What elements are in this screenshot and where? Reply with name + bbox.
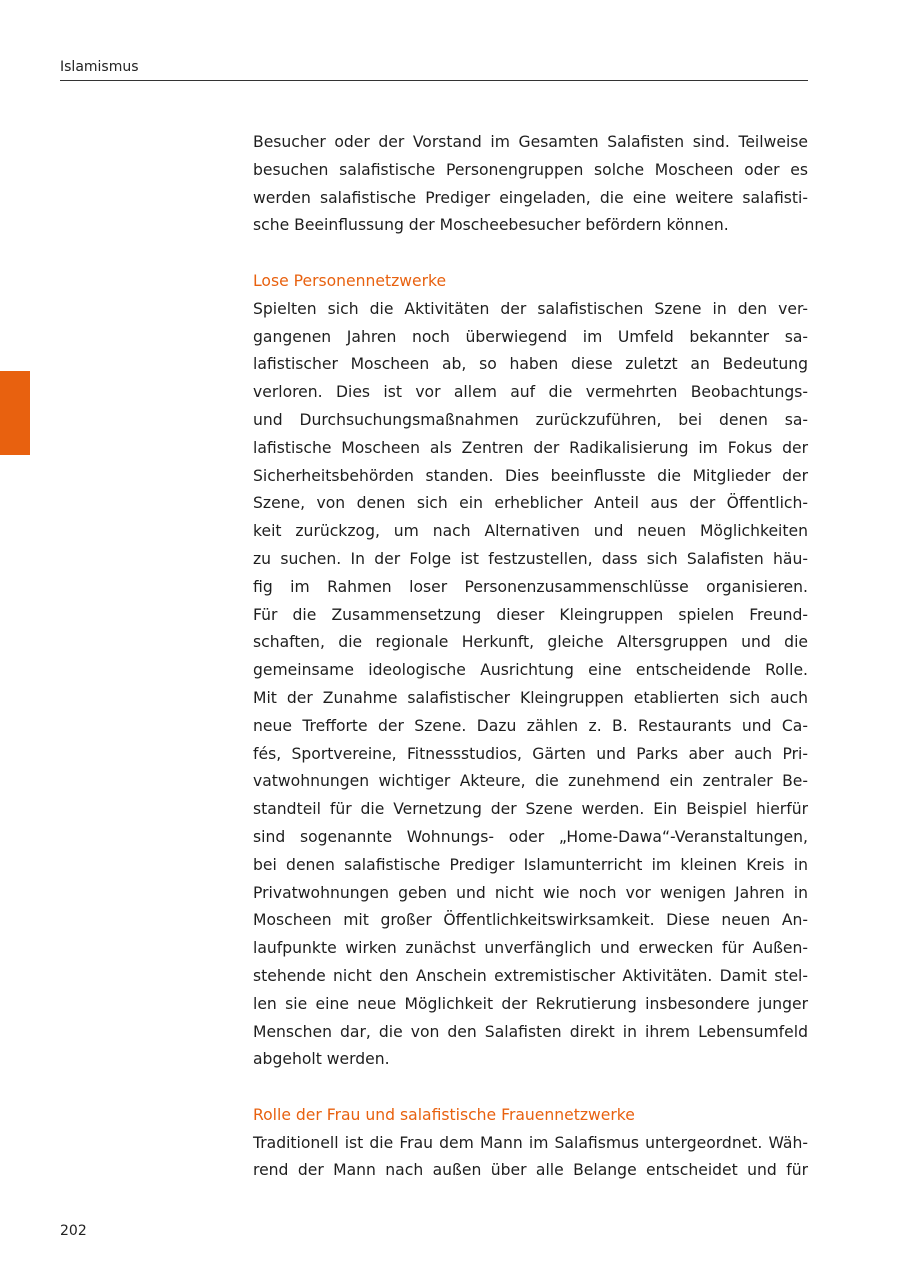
- text-line: lafistische Moscheen als Zentren der Radikalisierung im Fokus der: [253, 438, 808, 457]
- text-line: standteil für die Vernetzung der Szene werden. Ein Beispiel hierfür: [253, 800, 808, 819]
- text-line: verloren. Dies ist vor allem auf die vermehrten Beobachtungs-: [253, 383, 808, 402]
- text-line: len sie eine neue Möglichkeit der Rekrutierung insbesondere junger: [253, 994, 808, 1013]
- text-line: schaften, die regionale Herkunft, gleiche Altersgruppen und die: [253, 633, 808, 652]
- text-line: Spielten sich die Aktivitäten der salafistischen Szene in den ver-: [253, 299, 808, 318]
- text-line: sind sogenannte Wohnungs- oder „Home-Dawa“-Veranstaltungen,: [253, 827, 808, 846]
- text-line: und Durchsuchungsmaßnahmen zurückzuführen, bei denen sa-: [253, 410, 808, 429]
- text-line: fig im Rahmen loser Personenzusammenschlüsse organisieren.: [253, 577, 808, 596]
- text-line: Menschen dar, die von den Salafisten direkt in ihrem Lebensumfeld: [253, 1022, 808, 1041]
- text-line: gemeinsame ideologische Ausrichtung eine entscheidende Rolle.: [253, 661, 808, 680]
- paragraph: [253, 1130, 808, 1186]
- text-line: Sicherheitsbehörden standen. Dies beeinflusste die Mitglieder der: [253, 466, 808, 485]
- text-line: zu suchen. In der Folge ist festzustellen, dass sich Salafisten häu-: [253, 549, 808, 568]
- text-line: Traditionell ist die Frau dem Mann im Salafismus untergeordnet. Wäh-: [253, 1133, 808, 1152]
- chapter-marker-tab: [0, 371, 30, 455]
- text-line: fés, Sportvereine, Fitnessstudios, Gärten und Parks aber auch Pri-: [253, 744, 808, 763]
- paragraph: [253, 296, 808, 1074]
- header-rule: [60, 80, 808, 81]
- text-line: gangenen Jahren noch überwiegend im Umfeld bekannter sa-: [253, 327, 808, 346]
- text-line: neue Trefforte der Szene. Dazu zählen z. B. Restaurants und Ca-: [253, 716, 808, 735]
- text-line: vatwohnungen wichtiger Akteure, die zunehmend ein zentraler Be-: [253, 772, 808, 791]
- text-line: Szene, von denen sich ein erheblicher Anteil aus der Öffentlich-: [253, 494, 808, 513]
- text-line: bei denen salafistische Prediger Islamunterricht im kleinen Kreis in: [253, 855, 808, 874]
- text-line: Moscheen mit großer Öffentlichkeitswirksamkeit. Diese neuen An-: [253, 911, 808, 930]
- text-line: stehende nicht den Anschein extremistischer Aktivitäten. Damit stel-: [253, 966, 808, 985]
- text-line: Mit der Zunahme salafistischer Kleingruppen etablierten sich auch: [253, 688, 808, 707]
- text-line: Privatwohnungen geben und nicht wie noch vor wenigen Jahren in: [253, 883, 808, 902]
- text-line: keit zurückzog, um nach Alternativen und neuen Möglichkeiten: [253, 522, 808, 541]
- section-heading: Lose Personennetzwerke: [253, 271, 447, 290]
- text-line: rend der Mann nach außen über alle Belange entscheidet und für: [253, 1161, 808, 1180]
- paragraph: [253, 129, 808, 240]
- text-line: Für die Zusammensetzung dieser Kleingruppen spielen Freund-: [253, 605, 808, 624]
- section-heading: Rolle der Frau und salafistische Frauennetzwerke: [253, 1105, 635, 1124]
- text-line: besuchen salafistische Personengruppen solche Moscheen oder es: [253, 160, 808, 179]
- body-text: [253, 129, 808, 1185]
- text-line: lafistischer Moscheen ab, so haben diese zuletzt an Bedeutung: [253, 355, 808, 374]
- text-line: abgeholt werden.: [253, 1050, 390, 1069]
- running-header-title: Islamismus: [60, 59, 139, 75]
- text-line: werden salafistische Prediger eingeladen, die eine weitere salafisti-: [253, 188, 808, 207]
- text-line: Besucher oder der Vorstand im Gesamten Salafisten sind. Teilweise: [253, 133, 808, 151]
- text-line: laufpunkte wirken zunächst unverfänglich und erwecken für Außen-: [253, 939, 808, 958]
- text-line: sche Beeinflussung der Moscheebesucher befördern können.: [253, 216, 729, 235]
- page-number: 202: [60, 1223, 87, 1239]
